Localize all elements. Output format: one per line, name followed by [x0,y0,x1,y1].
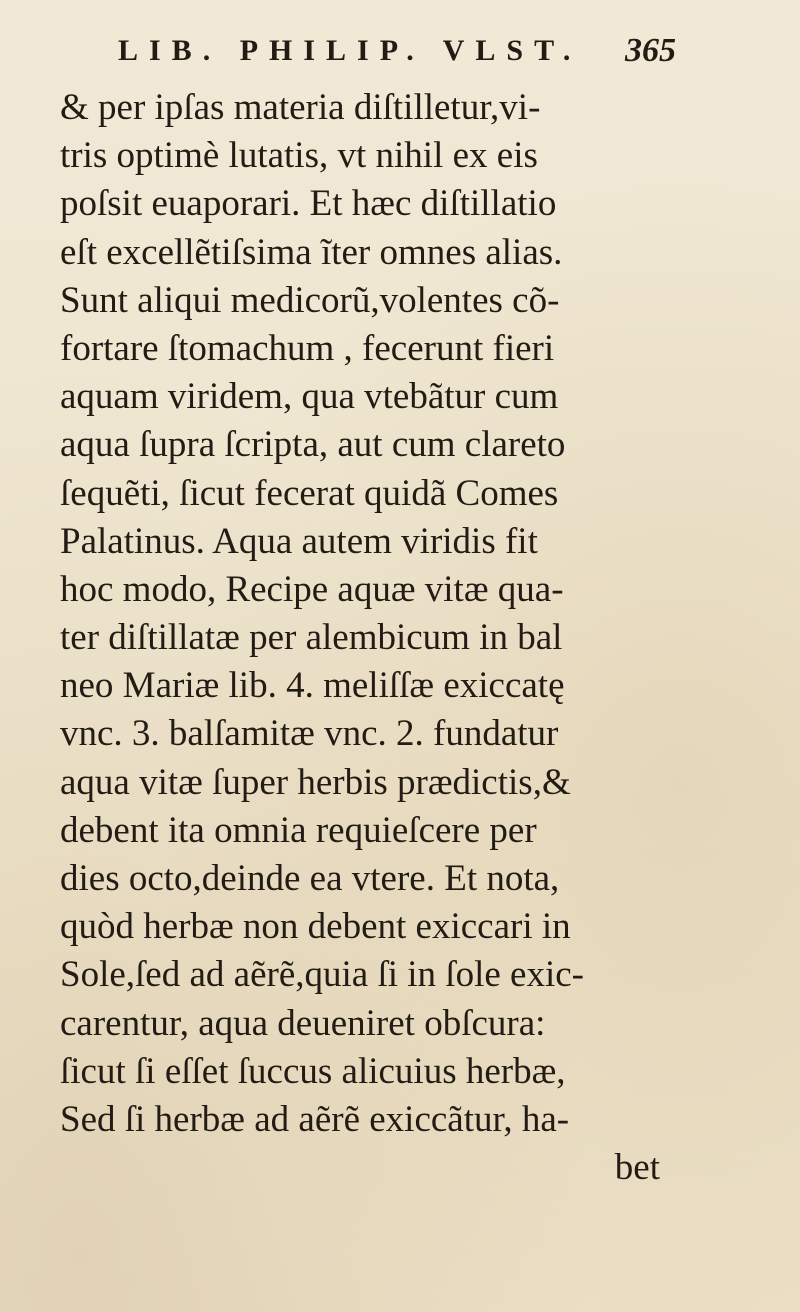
body-text [60,84,660,1192]
text-line: Sole,ſed ad aẽrẽ,quia ſi in ſole exic- [60,954,584,996]
text-line: fortare ſtomachum , fecerunt fieri [60,327,555,369]
text-line: aqua vitæ ſuper herbis prædictis,& [60,761,571,803]
text-line: tris optimè lutatis, vt nihil ex eis [60,135,538,177]
text-line: aquam viridem, qua vtebãtur cum [60,376,559,418]
text-line: poſsit euaporari. Et hæc diſtillatio [60,183,557,225]
text-line: carentur, aqua deueniret obſcura: [60,1002,546,1044]
text-line: aqua ſupra ſcripta, aut cum clareto [60,424,566,466]
text-line: Sed ſi herbæ ad aẽrẽ exiccãtur, ha- [60,1098,570,1140]
text-line: vnc. 3. balſamitæ vnc. 2. fundatur [60,713,559,755]
text-line: ſequẽti, ſicut fecerat quidã Comes [60,472,559,514]
text-line: ter diſtillatæ per alembicum in bal [60,617,563,659]
text-line: Sunt aliqui medicorũ,volentes cõ- [60,279,560,321]
text-line: hoc modo, Recipe aquæ vitæ qua- [60,568,564,610]
text-line: Palatinus. Aqua autem viridis fit [60,520,538,562]
page-number: 365 [625,32,676,69]
text-line: dies octo,deinde ea vtere. Et nota, [60,858,560,899]
text-line: eſt excellẽtiſsima ĩter omnes alias. [60,231,563,273]
catchword: bet [614,1147,660,1189]
running-head [0,28,800,78]
running-title: LIB. PHILIP. VLST. [118,34,582,67]
text-line: & per ipſas materia diſtilletur,vi- [60,87,541,128]
text-line: ſicut ſi eſſet ſuccus alicuius herbæ, [60,1050,566,1092]
text-line: quòd herbæ non debent exiccari in [60,906,571,948]
text-line: neo Mariæ lib. 4. meliſſæ exiccatę [60,665,565,707]
text-line: debent ita omnia requieſcere per [60,809,537,851]
